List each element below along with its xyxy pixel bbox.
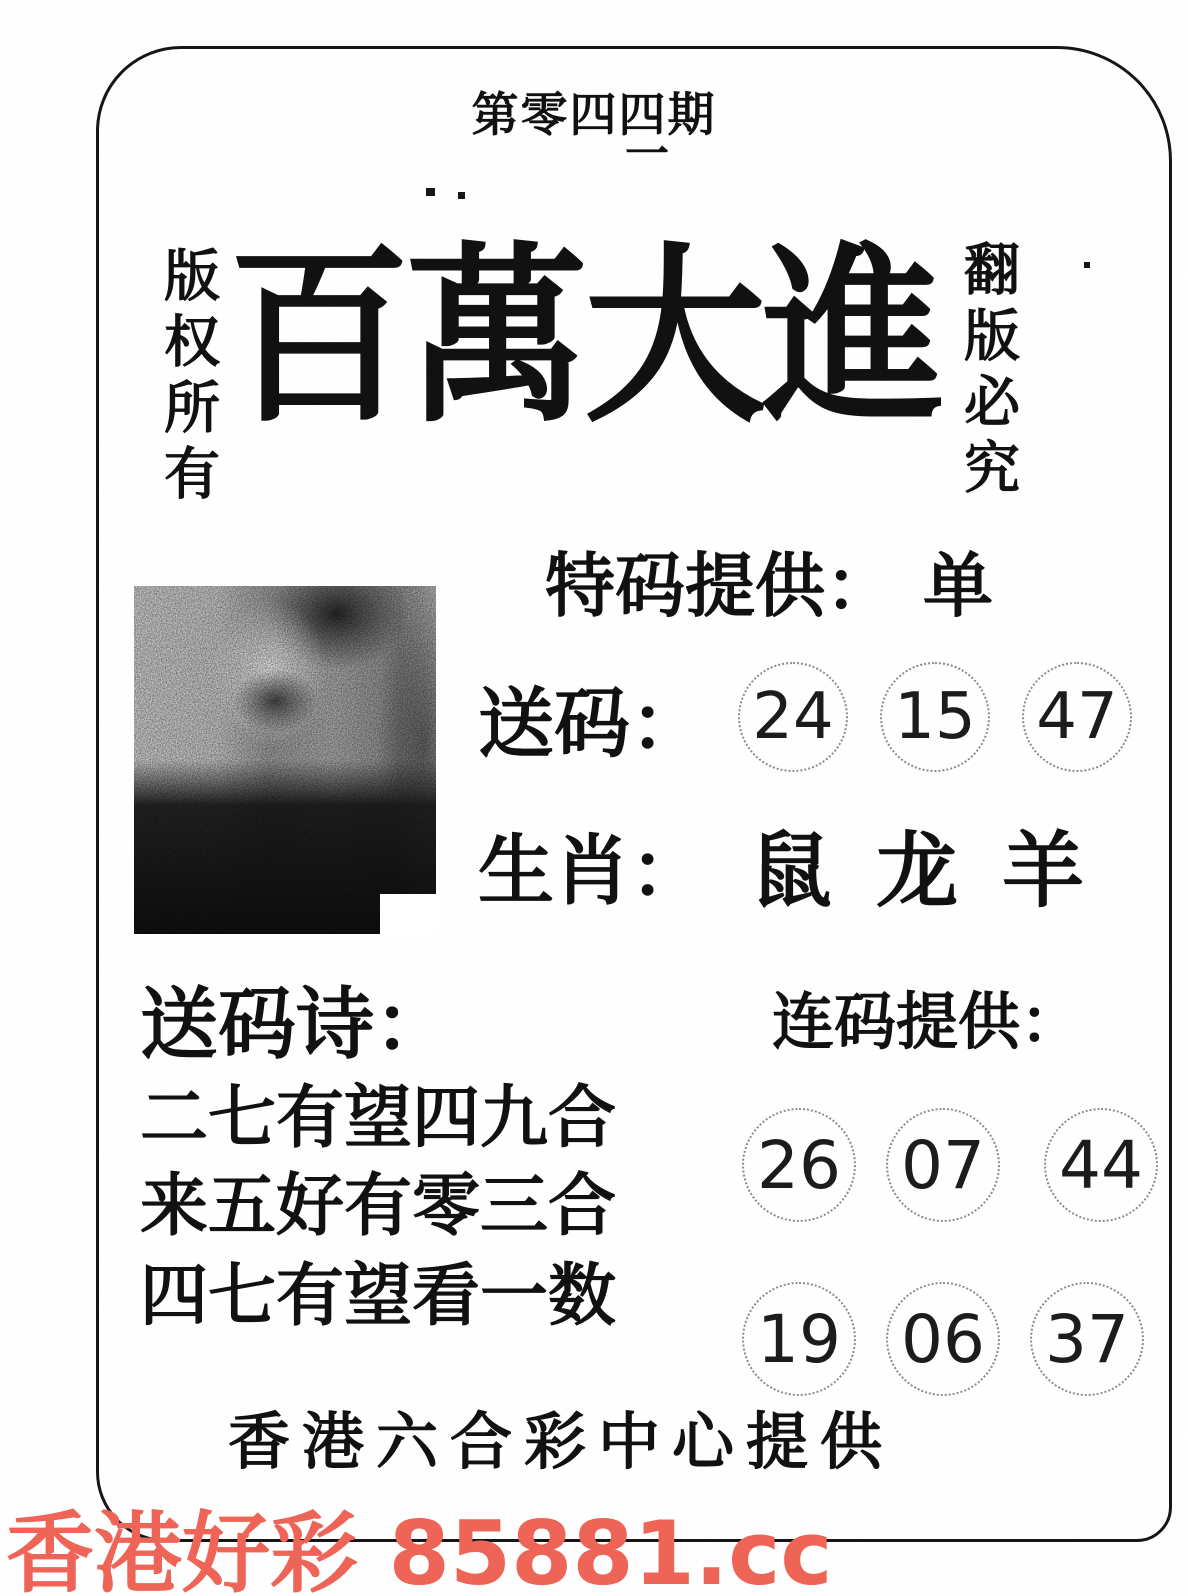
issue-dash-mark: 一 xyxy=(625,129,669,180)
poem-line-2: 来五好有零三合 xyxy=(140,1166,617,1246)
scan-speck xyxy=(458,192,465,199)
consecutive-code-number: 19 xyxy=(742,1282,856,1396)
send-code-number: 15 xyxy=(880,662,990,772)
provider-line: 香港六合彩中心提供 xyxy=(228,1405,895,1478)
consecutive-codes-label: 连码提供： xyxy=(772,985,1083,1058)
special-code-label: 特码提供： xyxy=(545,544,895,627)
footer-brand: 香港好彩 xyxy=(6,1502,359,1596)
photo-corner-notch xyxy=(380,894,436,934)
consecutive-code-number: 44 xyxy=(1044,1108,1158,1222)
special-code-value: 单 xyxy=(923,544,993,627)
consecutive-code-number: 06 xyxy=(886,1282,1000,1396)
poem-title: 送码诗： xyxy=(140,979,453,1070)
consecutive-codes-row-2 xyxy=(742,1282,1144,1396)
zodiac-label: 生肖： xyxy=(478,826,706,915)
zodiac-value: 羊 xyxy=(1002,823,1085,919)
poem-line-1: 二七有望四九合 xyxy=(140,1078,617,1158)
consecutive-code-number: 37 xyxy=(1030,1282,1144,1396)
copyright-right-text: 翻版必究 xyxy=(955,240,1021,504)
send-code-label: 送码： xyxy=(478,678,706,768)
zodiac-row xyxy=(478,806,1084,923)
issue-number: 第零四四期 xyxy=(471,88,717,143)
footer-domain: 85881.cc xyxy=(388,1502,833,1596)
consecutive-codes-row-1 xyxy=(742,1108,1158,1222)
consecutive-code-number: 26 xyxy=(742,1108,856,1222)
special-code-line xyxy=(545,530,993,631)
zodiac-value: 鼠 xyxy=(750,823,833,919)
portrait-photo xyxy=(134,586,436,934)
zodiac-value: 龙 xyxy=(876,823,959,919)
consecutive-code-number: 07 xyxy=(886,1108,1000,1222)
photo-grain-texture xyxy=(134,586,436,934)
poem-line-3: 四七有望看一数 xyxy=(140,1256,617,1336)
send-code-row xyxy=(478,662,1132,772)
scan-speck xyxy=(1084,262,1090,268)
scan-speck xyxy=(426,188,435,196)
send-code-number: 47 xyxy=(1022,662,1132,772)
footer-watermark xyxy=(6,1484,833,1596)
copyright-left-text: 版权所有 xyxy=(155,246,221,510)
page-title: 百萬大進 xyxy=(228,223,940,449)
send-code-number: 24 xyxy=(738,662,848,772)
